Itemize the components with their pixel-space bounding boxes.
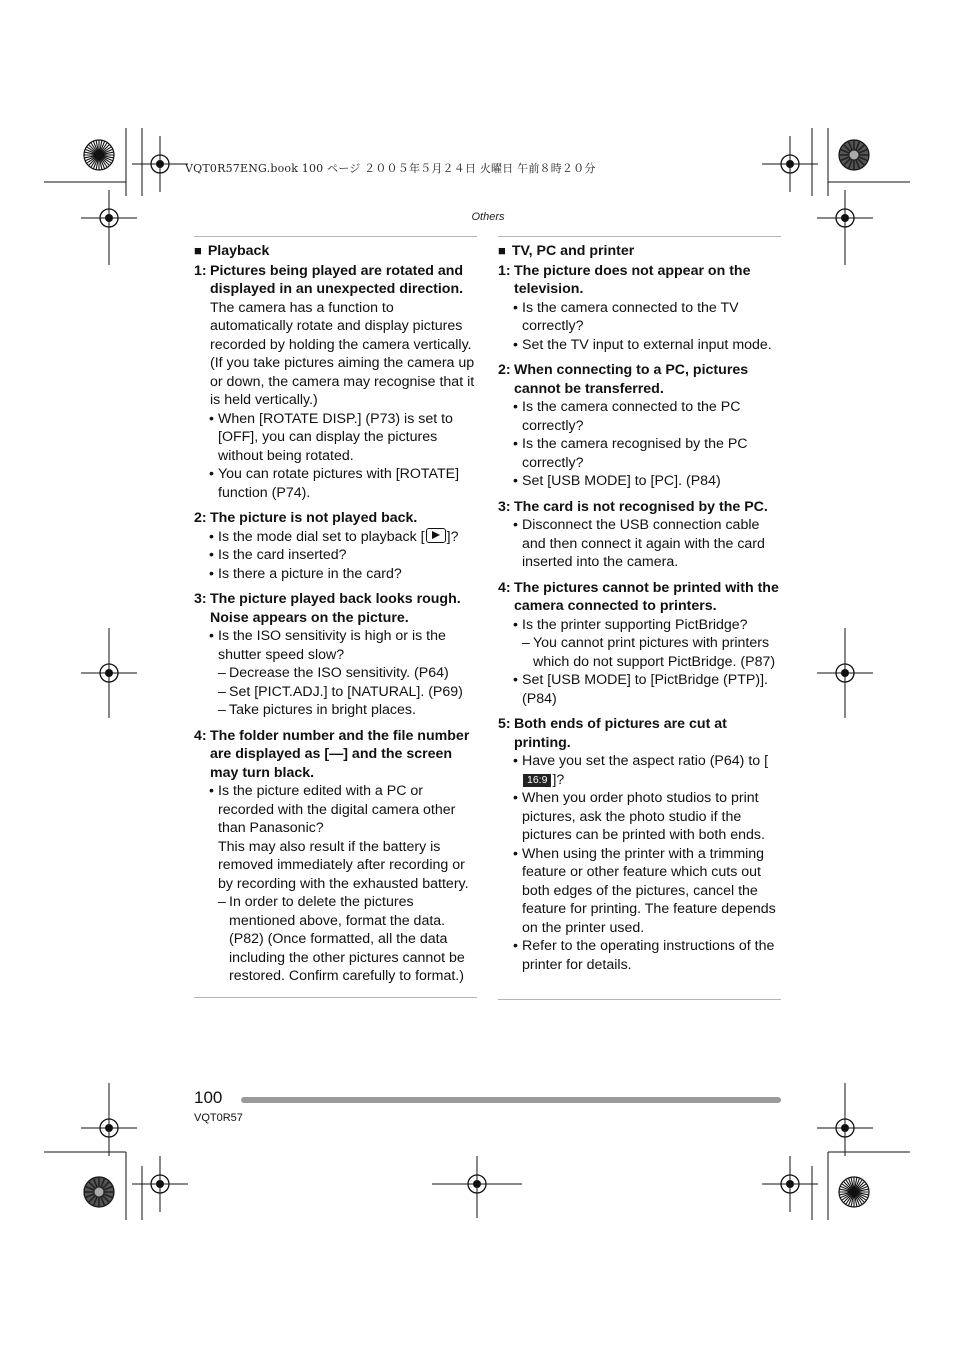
faq-item bbox=[498, 498, 781, 572]
bullet-item: • Set the TV input to external input mode. bbox=[498, 336, 781, 355]
page-footer-bar bbox=[241, 1097, 781, 1103]
bullet-item: • Is the camera connected to the TV correctly? bbox=[498, 299, 781, 336]
bullet-item: • Is the ISO sensitivity is high or is the shutter speed slow? bbox=[194, 627, 477, 664]
square-bullet-icon: ■ bbox=[498, 243, 506, 258]
dash-item: – In order to delete the pictures mentioned above, format the data. (P82) (Once formatted, all the data including the other pictures cannot be restored. Confirm carefully to format.) bbox=[194, 893, 477, 986]
faq-question bbox=[498, 579, 781, 616]
faq-question bbox=[194, 509, 477, 528]
bullet-item: • When [ROTATE DISP.] (P73) is set to [OFF], you can display the pictures without being rotated. bbox=[194, 410, 477, 466]
print-file-info: VQT0R57ENG.book 100 ページ ２００５年５月２４日 火曜日 午前８時２０分 bbox=[185, 162, 596, 175]
dash-item: – Take pictures in bright places. bbox=[194, 701, 477, 720]
faq-item bbox=[194, 262, 477, 503]
bullet-item: • Is there a picture in the card? bbox=[194, 565, 477, 584]
faq-question bbox=[498, 262, 781, 299]
faq-number: 4: bbox=[498, 579, 511, 596]
bullet-item bbox=[498, 752, 781, 789]
faq-item bbox=[194, 590, 477, 720]
faq-answer-text: (If you take pictures aiming the camera up or down, the camera may recognise that it is held vertically.) bbox=[210, 355, 475, 408]
bullet-item: • Set [USB MODE] to [PictBridge (PTP)]. (P84) bbox=[498, 671, 781, 708]
dash-item: – Set [PICT.ADJ.] to [NATURAL]. (P69) bbox=[194, 683, 477, 702]
bullet-text: ]? bbox=[446, 528, 459, 545]
faq-question-text: The picture is not played back. bbox=[210, 510, 418, 526]
faq-question-text: When connecting to a PC, pictures cannot be transferred. bbox=[514, 362, 749, 397]
section-heading-text: Playback bbox=[207, 243, 270, 259]
page-number: 100 bbox=[194, 1088, 223, 1107]
faq-number: 1: bbox=[498, 262, 511, 279]
bullet-item: • Is the camera connected to the PC correctly? bbox=[498, 398, 781, 435]
faq-question-text: The pictures cannot be printed with the camera connected to printers. bbox=[514, 579, 779, 614]
bullet-item: • Is the camera recognised by the PC correctly? bbox=[498, 435, 781, 472]
bullet-item: • When using the printer with a trimming feature or other feature which cuts out both edges of the pictures, cancel the feature for printing. The feature depends on the printer used. bbox=[498, 845, 781, 938]
faq-number: 3: bbox=[498, 498, 511, 515]
faq-number: 5: bbox=[498, 716, 511, 732]
faq-number: 1: bbox=[194, 262, 207, 279]
bullet-item: • Is the picture edited with a PC or recorded with the digital camera other than Panasonic? bbox=[194, 782, 477, 838]
section-heading bbox=[194, 242, 477, 261]
faq-number: 2: bbox=[498, 362, 511, 378]
faq-number: 3: bbox=[194, 591, 207, 607]
tv-pc-printer-section bbox=[498, 236, 781, 1000]
bullet-text: Is the mode dial set to playback [ bbox=[218, 528, 425, 545]
faq-answer-text: The camera has a function to automatically rotate and display pictures recorded by holding the camera vertically. bbox=[210, 299, 472, 353]
bullet-item: • You can rotate pictures with [ROTATE] function (P74). bbox=[194, 465, 477, 502]
playback-section bbox=[194, 236, 477, 998]
playback-mode-icon bbox=[426, 528, 446, 543]
faq-item bbox=[194, 727, 477, 986]
section-heading-text: TV, PC and printer bbox=[511, 243, 635, 259]
faq-question bbox=[194, 590, 477, 627]
faq-item bbox=[498, 715, 781, 974]
faq-question-text: Both ends of pictures are cut at printing. bbox=[514, 716, 727, 751]
bullet-text: ]? bbox=[552, 771, 565, 788]
faq-item bbox=[194, 509, 477, 583]
faq-question bbox=[498, 498, 781, 517]
bullet-text: Have you set the aspect ratio (P64) to [ bbox=[522, 753, 769, 769]
faq-question bbox=[498, 361, 781, 398]
section-label: Others bbox=[471, 211, 505, 223]
bullet-item: • Is the card inserted? bbox=[194, 546, 477, 565]
square-bullet-icon: ■ bbox=[194, 243, 202, 258]
faq-question-text: The picture does not appear on the television. bbox=[514, 262, 751, 297]
bullet-item: • Is the printer supporting PictBridge? bbox=[498, 616, 781, 635]
faq-question bbox=[194, 727, 477, 783]
section-heading bbox=[498, 242, 781, 261]
faq-question bbox=[498, 715, 781, 752]
faq-item bbox=[498, 579, 781, 709]
faq-question-text: The folder number and the file number are displayed as [—] and the screen may turn black. bbox=[210, 727, 470, 781]
faq-number: 4: bbox=[194, 727, 207, 744]
faq-question-text: Pictures being played are rotated and displayed in an unexpected direction. bbox=[210, 262, 464, 297]
faq-question-text: The card is not recognised by the PC. bbox=[514, 498, 768, 515]
bullet-item: • Disconnect the USB connection cable and then connect it again with the card inserted into the camera. bbox=[498, 516, 781, 572]
dash-item: – You cannot print pictures with printers which do not support PictBridge. (P87) bbox=[498, 634, 781, 671]
bullet-continuation: This may also result if the battery is removed immediately after recording or by recording with the exhausted battery. bbox=[218, 838, 469, 892]
bullet-item: • Set [USB MODE] to [PC]. (P84) bbox=[498, 472, 781, 491]
bullet-item: • Refer to the operating instructions of the printer for details. bbox=[498, 937, 781, 974]
faq-item bbox=[498, 361, 781, 491]
faq-question bbox=[194, 262, 477, 299]
faq-question-text: The picture played back looks rough. Noise appears on the picture. bbox=[210, 591, 461, 626]
bullet-item: • When you order photo studios to print pictures, ask the photo studio if the pictures can be printed with both ends. bbox=[498, 789, 781, 845]
document-code: VQT0R57 bbox=[194, 1112, 243, 1124]
faq-item bbox=[498, 262, 781, 355]
aspect-ratio-icon: 16:9 bbox=[523, 774, 551, 787]
faq-number: 2: bbox=[194, 510, 207, 526]
bullet-item bbox=[194, 528, 477, 547]
dash-item: – Decrease the ISO sensitivity. (P64) bbox=[194, 664, 477, 683]
